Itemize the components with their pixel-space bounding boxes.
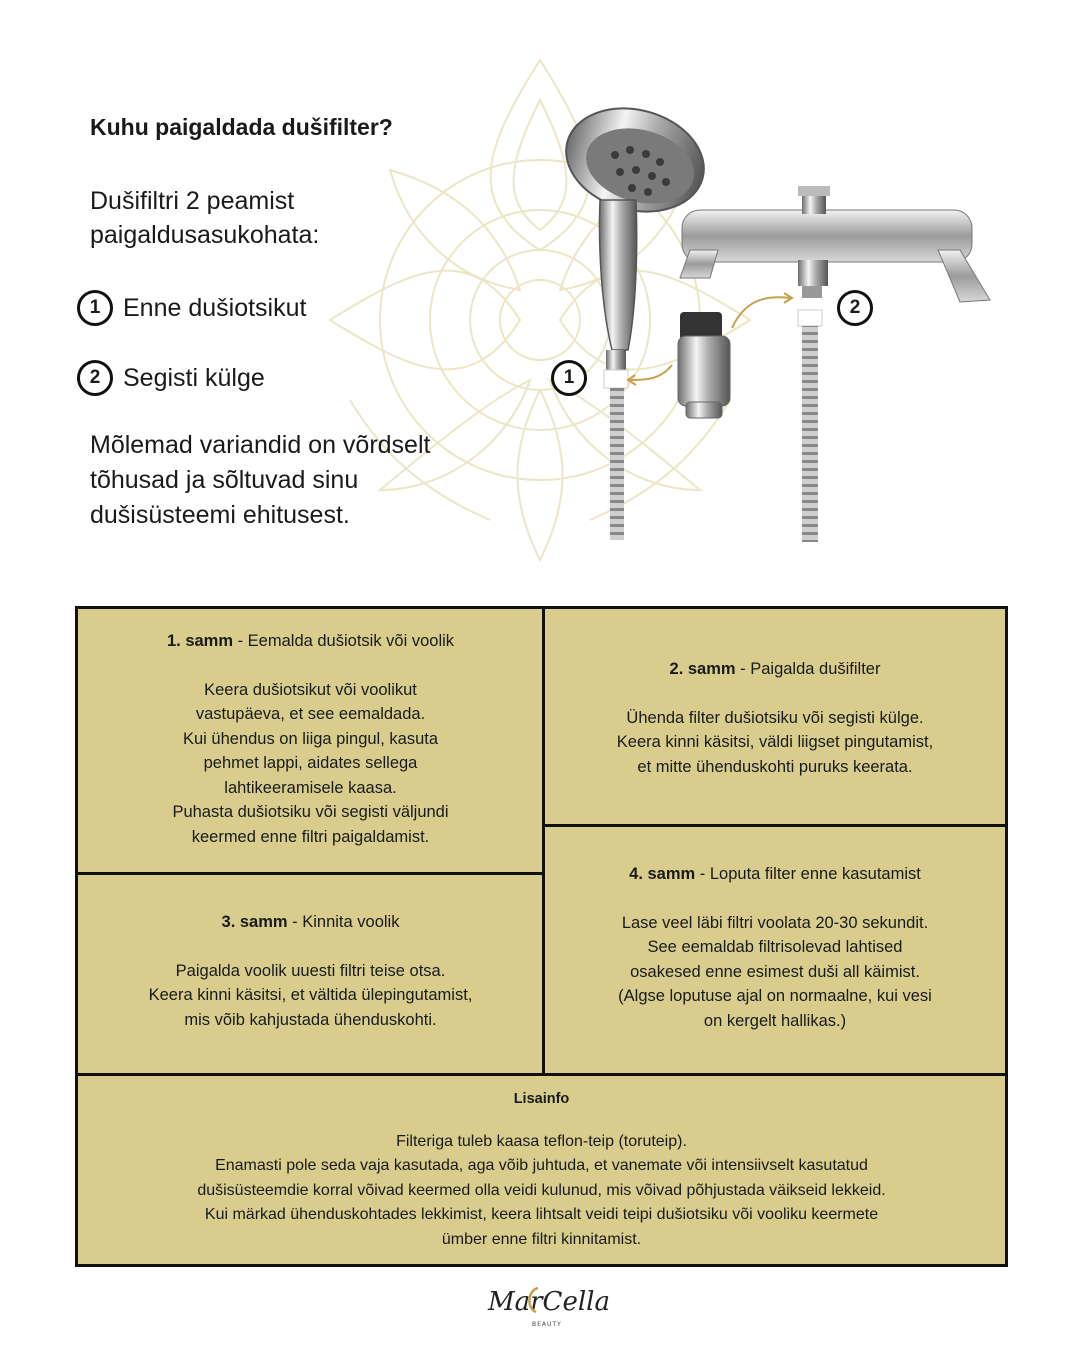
extra-text: Filteriga tuleb kaasa teflon-teip (toruteip). Enamasti pole seda vaja kasutada, aga võib juhtuda, et vanemate või intensiivselt kasutatud dušisüsteemdie korral võivad keermed olla veidi kulunud, mis võivad põhjustada väikseid lekkeid. Kui märkad ühenduskohtades lekkimist, keera lihtsalt veidi teipi dušiotsiku või vooliku keermete ümber enne filtri kinnitamist.: [197, 1132, 886, 1248]
filter-cartridge: [678, 312, 730, 418]
instructions-table: [75, 606, 1008, 1267]
step-4-cell: [545, 862, 1005, 1033]
step-title: - Kinnita voolik: [287, 913, 400, 931]
page-title: Kuhu paigaldada dušifilter?: [90, 114, 393, 140]
number-badge: 1: [77, 290, 113, 326]
step-1-cell: [78, 629, 543, 849]
step-number: 3. samm: [221, 913, 288, 931]
extra-title: Lisainfo: [513, 1091, 570, 1107]
step-title: - Eemalda dušiotsik või voolik: [233, 632, 455, 650]
shower-filter-illustration: [540, 100, 1000, 550]
step-text: Paigalda voolik uuesti filtri teise otsa. Keera kinni käsitsi, et vältida ülepingutamist, mis võib kahjustada ühenduskohti.: [148, 961, 473, 1029]
brand-name: MarCella: [488, 1287, 610, 1317]
step-text: Keera dušiotsikut või voolikut vastupäeva, et see eemaldada. Kui ühendus on liiga pingul, kasuta pehmet lappi, aidates sellega lahtikeeramisele kaasa. Puhasta dušiotsiku või segisti väljundi keermed enne filtri paigaldamist.: [172, 680, 449, 846]
extra-info-cell: [78, 1087, 1005, 1252]
location-item-2: [77, 360, 265, 396]
number-badge: 2: [77, 360, 113, 396]
location-label: Segisti külge: [123, 363, 265, 392]
page-subtitle: Dušifiltri 2 peamist paigaldusasukohata:: [90, 187, 320, 249]
step-2-cell: [545, 657, 1005, 779]
step-number: 2. samm: [669, 660, 736, 678]
location-label: Enne dušiotsikut: [123, 293, 307, 322]
marcella-beauty-logo: [480, 1276, 610, 1336]
step-3-cell: [78, 910, 543, 1032]
diagram-marker-1: 1: [551, 360, 587, 396]
step-number: 1. samm: [166, 632, 234, 650]
info-note: Mõlemad variandid on võrdselt tõhusad ja sõltuvad sinu dušisüsteemi ehitusest.: [90, 431, 431, 529]
diagram-marker-2: 2: [837, 290, 873, 326]
mixer-valve: [680, 186, 990, 302]
step-text: Lase veel läbi filtri voolata 20-30 sekundit. See eemaldab filtrisolevad lahtised osakesed enne esimest duši all käimist. (Algse loputuse ajal on normaalne, kui vesi on kergelt hallikas.): [618, 913, 932, 1030]
step-text: Ühenda filter dušiotsiku või segisti külge. Keera kinni käsitsi, väldi liigset pingutamist, et mitte ühenduskohti puruks keerata.: [616, 708, 934, 776]
brand-tagline: BEAUTY: [532, 1321, 562, 1328]
location-item-1: [77, 290, 306, 326]
step-title: - Paigalda dušifilter: [735, 660, 881, 678]
step-title: - Loputa filter enne kasutamist: [695, 865, 921, 883]
step-number: 4. samm: [629, 865, 696, 883]
